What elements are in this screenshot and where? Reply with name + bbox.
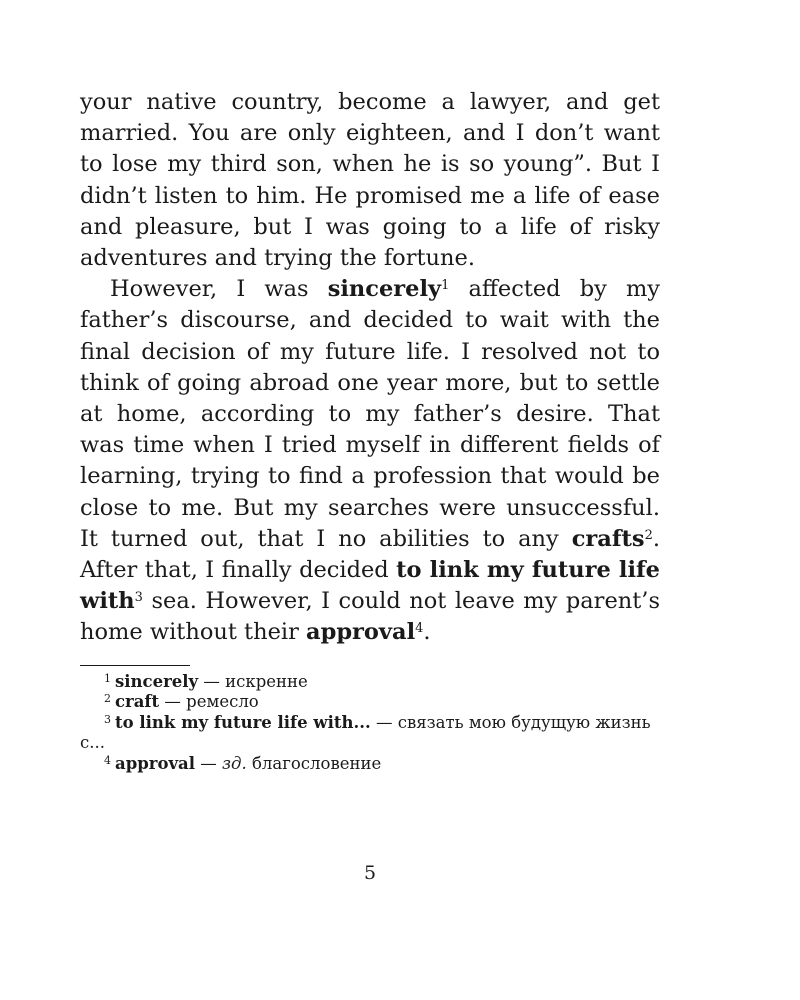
footnote-separator: — (370, 712, 398, 732)
footnote-translation: искренне (225, 671, 308, 691)
footnote-3 (80, 713, 660, 754)
footnote-number: 3 (104, 712, 111, 726)
term-link-future-life: to link my future life with (80, 557, 660, 615)
book-page (80, 87, 660, 774)
term-crafts: crafts (571, 525, 645, 552)
footnote-separator: — (195, 753, 223, 773)
footnote-translation: ремесло (186, 692, 259, 712)
term-approval: approval (306, 619, 416, 646)
paragraph-1: your native country, become a lawyer, and get married. You are only eighteen, and I don’t want to lose my third son, when he is so young”. But I didn’t listen to him. He promised me a life of ease and pleasure, but I was going to a life of risky adventures and trying the fortune. (80, 89, 660, 272)
footnote-number: 1 (104, 671, 111, 685)
paragraph-2-text-3: . After that, I finally decided (80, 525, 660, 584)
footnote-term: to link my future life with... (115, 712, 371, 732)
footnote-separator: — (198, 671, 226, 691)
footnote-term: craft (115, 692, 160, 712)
footnote-term: approval (115, 753, 196, 773)
footnote-abbreviation: зд. (222, 753, 247, 773)
footnote-ref-4[interactable]: 4 (415, 621, 424, 637)
paragraph-2-text-4: sea. However, I could not leave my parent’s home without their (80, 588, 660, 646)
paragraph-2-text-1: However, I was (110, 276, 328, 303)
footnote-4 (80, 754, 660, 775)
footnote-ref-2[interactable]: 2 (644, 527, 653, 543)
footnote-separator: — (159, 692, 187, 712)
footnote-divider (80, 665, 190, 666)
footnote-translation: связать мою будущую жизнь с... (80, 712, 651, 753)
paragraph-2-text-5: . (423, 619, 431, 646)
footnote-2 (80, 692, 660, 713)
paragraph-2 (80, 274, 660, 648)
footnote-ref-3[interactable]: 3 (134, 590, 143, 606)
paragraph-2-text-2: affected by my father’s discourse, and decided to wait with the final decision of my future life. I resolved not to think of going abroad one year more, but to settle at home, according to my father’s desire. That was time when I tried myself in different fields of learning, trying to find a profession that would be close to me. But my searches were unsuccessful. It turned out, that I no abilities to any (80, 276, 660, 552)
term-sincerely: sincerely (327, 276, 442, 303)
footnote-ref-1[interactable]: 1 (441, 278, 450, 294)
footnote-number: 2 (104, 692, 111, 706)
footnote-term: sincerely (115, 671, 199, 691)
footnote-translation: благословение (246, 753, 382, 773)
footnotes (80, 672, 660, 775)
footnote-1 (80, 672, 660, 693)
page-number: 5 (363, 862, 377, 884)
footnote-number: 4 (104, 753, 111, 767)
